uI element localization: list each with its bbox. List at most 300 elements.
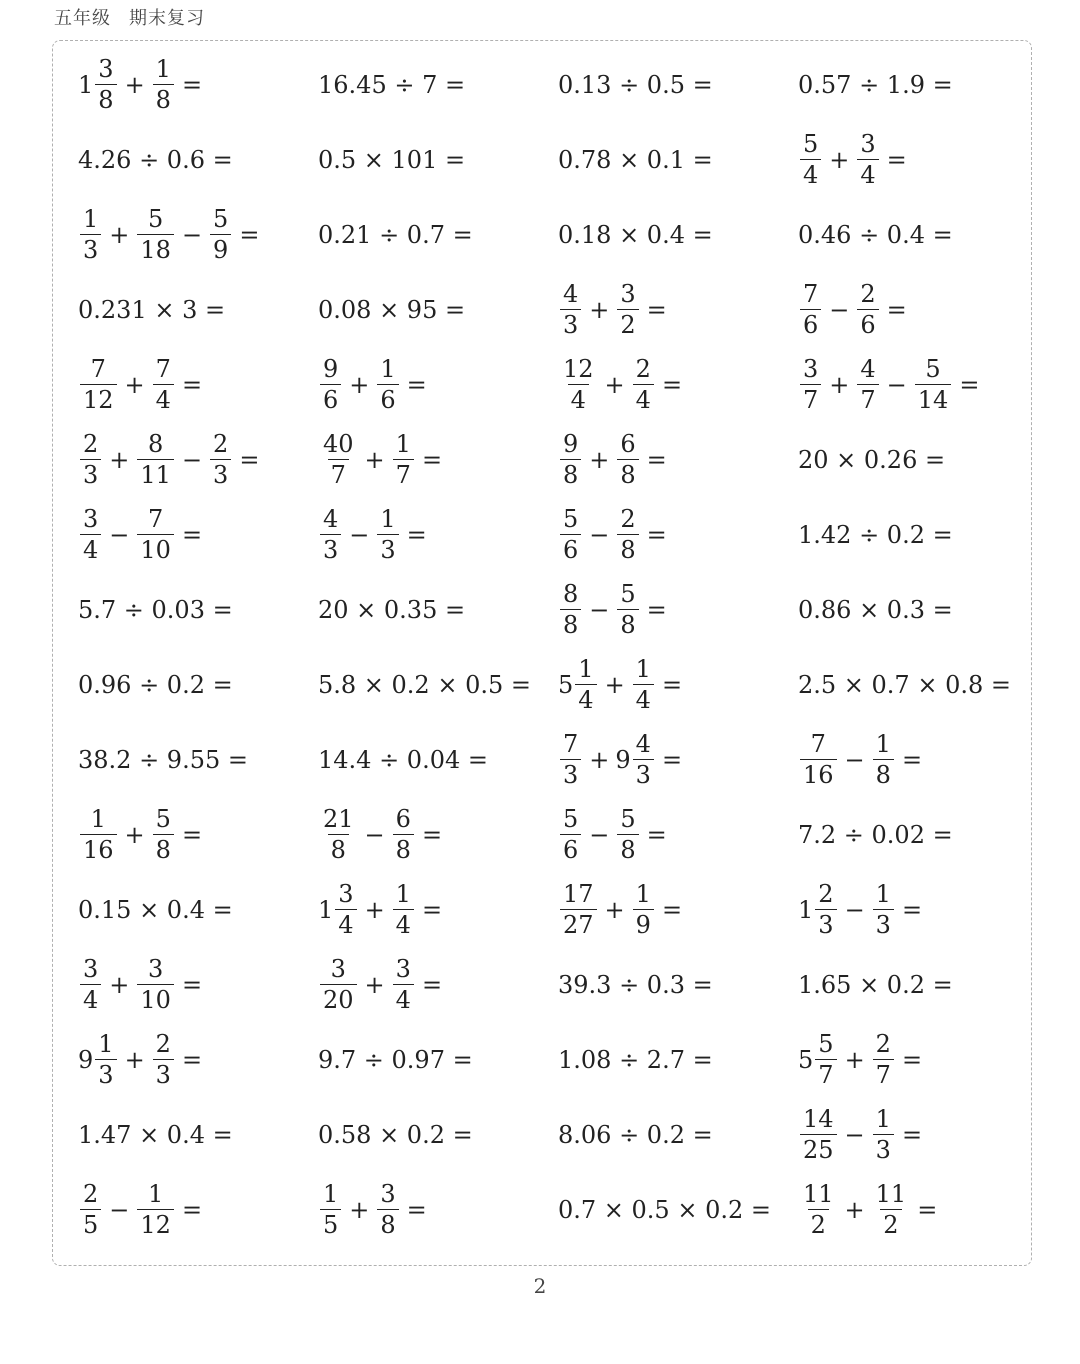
denominator: 3 [80, 234, 101, 262]
fraction [95, 1032, 116, 1087]
problem [78, 957, 318, 1012]
operator: − [589, 595, 610, 624]
denominator: 20 [320, 984, 357, 1012]
problem [558, 221, 798, 249]
fraction [873, 882, 894, 937]
problem [798, 596, 1038, 624]
fraction [377, 507, 398, 562]
fraction [80, 432, 101, 487]
operator: − [844, 1120, 865, 1149]
denominator: 27 [560, 909, 597, 937]
denominator: 3 [873, 909, 894, 937]
numerator: 7 [155, 355, 171, 383]
fraction [857, 282, 878, 337]
numerator: 3 [860, 130, 876, 158]
problem [798, 71, 1038, 99]
mixed-number [318, 882, 359, 937]
operator: − [181, 220, 203, 249]
problem-row [78, 647, 1038, 722]
denominator: 8 [617, 834, 638, 862]
problem [558, 807, 798, 862]
mixed-number [798, 1032, 839, 1087]
denominator: 25 [800, 1134, 837, 1162]
denominator: 7 [873, 1059, 894, 1087]
fraction [320, 357, 341, 412]
problem [78, 357, 318, 412]
fraction [800, 282, 821, 337]
operator: + [604, 895, 625, 924]
problem [558, 71, 798, 99]
problem [798, 446, 1038, 474]
denominator: 7 [328, 459, 349, 487]
fraction [617, 432, 638, 487]
problem [78, 507, 318, 562]
operator: + [844, 1195, 865, 1224]
denominator: 14 [915, 384, 952, 412]
denominator: 4 [393, 909, 414, 937]
numerator: 7 [563, 730, 579, 758]
numerator: 2 [635, 355, 651, 383]
problem [318, 146, 558, 174]
expression-text: 0.96 ÷ 0.2 = [78, 670, 233, 699]
denominator: 8 [153, 84, 174, 112]
denominator: 7 [800, 384, 821, 412]
problem [558, 282, 798, 337]
numerator: 2 [620, 505, 636, 533]
denominator: 2 [808, 1209, 829, 1237]
denominator: 6 [560, 534, 581, 562]
operator: + [109, 445, 130, 474]
header-title: 期末复习 [129, 8, 205, 29]
expression-text: 0.231 × 3 = [78, 295, 226, 324]
whole-part: 9 [78, 1045, 94, 1074]
fraction [560, 732, 581, 787]
operator: − [364, 820, 385, 849]
problem-row [78, 797, 1038, 872]
fraction [800, 1107, 837, 1162]
fraction [560, 582, 581, 637]
operator: + [604, 670, 625, 699]
denominator: 4 [335, 909, 356, 937]
expression-text: 0.46 ÷ 0.4 = [798, 220, 953, 249]
denominator: 6 [320, 384, 341, 412]
expression-text: 16.45 ÷ 7 = [318, 70, 466, 99]
denominator: 3 [815, 909, 836, 937]
denominator: 3 [95, 1059, 116, 1087]
operator: = [901, 1045, 923, 1074]
expression-text: 7.2 ÷ 0.02 = [798, 820, 953, 849]
numerator: 11 [803, 1180, 834, 1208]
fraction [560, 282, 581, 337]
numerator: 9 [563, 430, 579, 458]
fraction [560, 357, 597, 412]
denominator: 8 [560, 609, 581, 637]
problem [318, 507, 558, 562]
operator: = [901, 745, 923, 774]
numerator: 9 [323, 355, 339, 383]
numerator: 7 [803, 280, 819, 308]
fraction [80, 957, 101, 1012]
operator: + [364, 970, 385, 999]
numerator: 7 [148, 505, 164, 533]
fraction [800, 357, 821, 412]
fraction [320, 1182, 341, 1237]
operator: = [239, 220, 260, 249]
problem [558, 657, 798, 712]
denominator: 8 [617, 459, 638, 487]
numerator: 1 [98, 1030, 114, 1058]
problem [798, 1182, 1038, 1237]
expression-text: 0.86 × 0.3 = [798, 595, 953, 624]
problem [78, 207, 318, 262]
expression-text: 0.78 × 0.1 = [558, 145, 713, 174]
problem [798, 671, 1038, 699]
operator: + [364, 445, 385, 474]
fraction [800, 132, 821, 187]
numerator: 1 [875, 730, 891, 758]
fraction [377, 357, 398, 412]
whole-part: 5 [798, 1045, 814, 1074]
problem [798, 1107, 1038, 1162]
numerator: 2 [155, 1030, 171, 1058]
numerator: 5 [148, 205, 164, 233]
fraction [633, 882, 654, 937]
denominator: 3 [560, 759, 581, 787]
denominator: 3 [210, 459, 231, 487]
problem [558, 1121, 798, 1149]
fraction [633, 357, 654, 412]
operator: = [917, 1195, 938, 1224]
whole-part: 1 [78, 70, 94, 99]
denominator: 10 [137, 534, 174, 562]
operator: = [646, 820, 667, 849]
problem [798, 282, 1038, 337]
denominator: 3 [633, 759, 654, 787]
mixed-number [615, 732, 656, 787]
numerator: 40 [323, 430, 354, 458]
numerator: 1 [875, 1105, 891, 1133]
denominator: 2 [617, 309, 638, 337]
expression-text: 1.65 × 0.2 = [798, 970, 953, 999]
operator: + [844, 1045, 865, 1074]
fraction [320, 957, 357, 1012]
whole-part: 1 [318, 895, 334, 924]
problem-row [78, 497, 1038, 572]
denominator: 16 [80, 834, 117, 862]
numerator: 1 [155, 55, 171, 83]
operator: = [886, 145, 907, 174]
fraction [393, 432, 414, 487]
expression-text: 0.7 × 0.5 × 0.2 = [558, 1195, 771, 1224]
expression-text: 0.58 × 0.2 = [318, 1120, 473, 1149]
fraction [800, 1182, 837, 1237]
problem [318, 1046, 558, 1074]
numerator: 2 [83, 1180, 99, 1208]
problem-row [78, 722, 1038, 797]
expression-text: 0.5 × 101 = [318, 145, 466, 174]
mixed-number [558, 657, 599, 712]
expression-text: 20 × 0.35 = [318, 595, 466, 624]
numerator: 2 [875, 1030, 891, 1058]
numerator: 1 [578, 655, 594, 683]
numerator: 3 [380, 1180, 396, 1208]
denominator: 8 [560, 459, 581, 487]
problem [798, 132, 1038, 187]
fraction [800, 732, 837, 787]
operator: + [124, 370, 145, 399]
fraction [915, 357, 952, 412]
fraction [560, 432, 581, 487]
numerator: 14 [803, 1105, 834, 1133]
mixed-number [78, 1032, 119, 1087]
operator: = [421, 895, 443, 924]
problem [798, 732, 1038, 787]
operator: = [959, 370, 980, 399]
problem-row [78, 272, 1038, 347]
numerator: 3 [803, 355, 819, 383]
denominator: 5 [320, 1209, 341, 1237]
problem [558, 582, 798, 637]
denominator: 6 [560, 834, 581, 862]
problem [318, 671, 558, 699]
fraction [393, 807, 414, 862]
numerator: 7 [810, 730, 826, 758]
expression-text: 5.8 × 0.2 × 0.5 = [318, 670, 531, 699]
problem [78, 671, 318, 699]
problem-row [78, 572, 1038, 647]
numerator: 17 [563, 880, 594, 908]
numerator: 2 [818, 880, 834, 908]
numerator: 21 [323, 805, 354, 833]
numerator: 4 [323, 505, 339, 533]
numerator: 1 [635, 880, 651, 908]
operator: = [886, 295, 907, 324]
problem [78, 57, 318, 112]
numerator: 5 [563, 805, 579, 833]
numerator: 3 [330, 955, 346, 983]
expression-text: 0.57 ÷ 1.9 = [798, 70, 953, 99]
numerator: 6 [395, 805, 411, 833]
numerator: 5 [155, 805, 171, 833]
denominator: 4 [633, 384, 654, 412]
problem [318, 296, 558, 324]
numerator: 11 [875, 1180, 907, 1208]
denominator: 8 [617, 609, 638, 637]
numerator: 3 [148, 955, 164, 983]
problem [78, 1121, 318, 1149]
whole-part: 1 [798, 895, 814, 924]
expression-text: 5.7 ÷ 0.03 = [78, 595, 233, 624]
fraction [815, 882, 836, 937]
operator: − [886, 370, 907, 399]
fraction [617, 807, 638, 862]
numerator: 2 [860, 280, 876, 308]
expression-text: 2.5 × 0.7 × 0.8 = [798, 670, 1011, 699]
fraction [617, 582, 638, 637]
denominator: 4 [800, 159, 821, 187]
problem [318, 746, 558, 774]
operator: − [181, 445, 203, 474]
operator: − [109, 520, 130, 549]
denominator: 8 [95, 84, 116, 112]
numerator: 5 [818, 1030, 834, 1058]
denominator: 12 [80, 384, 117, 412]
denominator: 8 [153, 834, 174, 862]
numerator: 12 [563, 355, 594, 383]
denominator: 3 [560, 309, 581, 337]
operator: + [589, 745, 610, 774]
numerator: 3 [98, 55, 114, 83]
expression-text: 4.26 ÷ 0.6 = [78, 145, 233, 174]
grade-label: 五年级 [54, 8, 111, 29]
problem [78, 1182, 318, 1237]
fraction [80, 807, 117, 862]
denominator: 16 [800, 759, 837, 787]
operator: − [589, 520, 610, 549]
problem [318, 882, 558, 937]
numerator: 1 [90, 805, 106, 833]
problem [798, 221, 1038, 249]
expression-text: 1.47 × 0.4 = [78, 1120, 233, 1149]
expression-text: 38.2 ÷ 9.55 = [78, 745, 248, 774]
expression-text: 9.7 ÷ 0.97 = [318, 1045, 473, 1074]
expression-text: 0.21 ÷ 0.7 = [318, 220, 473, 249]
numerator: 5 [925, 355, 941, 383]
denominator: 4 [80, 534, 101, 562]
denominator: 10 [137, 984, 174, 1012]
numerator: 4 [563, 280, 579, 308]
operator: = [421, 445, 443, 474]
fraction [377, 1182, 398, 1237]
numerator: 4 [635, 730, 651, 758]
problem [318, 357, 558, 412]
fraction [153, 357, 174, 412]
denominator: 4 [153, 384, 174, 412]
fraction [80, 357, 117, 412]
problem [798, 882, 1038, 937]
denominator: 7 [815, 1059, 836, 1087]
numerator: 4 [860, 355, 876, 383]
operator: = [239, 445, 260, 474]
denominator: 9 [210, 234, 231, 262]
fraction [80, 1182, 101, 1237]
problem [558, 732, 798, 787]
problem-row [78, 197, 1038, 272]
operator: = [181, 520, 203, 549]
fraction [320, 507, 341, 562]
operator: = [646, 595, 667, 624]
fraction [137, 432, 174, 487]
problem [78, 807, 318, 862]
problem [318, 1121, 558, 1149]
operator: − [829, 295, 850, 324]
problem [558, 882, 798, 937]
expression-text: 1.08 ÷ 2.7 = [558, 1045, 713, 1074]
problem [798, 357, 1038, 412]
problem [78, 746, 318, 774]
fraction [137, 507, 174, 562]
denominator: 4 [80, 984, 101, 1012]
operator: = [661, 745, 683, 774]
denominator: 8 [328, 834, 349, 862]
expression-text: 14.4 ÷ 0.04 = [318, 745, 488, 774]
problem-row [78, 1097, 1038, 1172]
fraction [575, 657, 596, 712]
expression-text: 39.3 ÷ 0.3 = [558, 970, 713, 999]
problem [798, 1032, 1038, 1087]
numerator: 1 [395, 430, 411, 458]
problem-row [78, 872, 1038, 947]
problem [798, 971, 1038, 999]
fraction [393, 957, 414, 1012]
problem-row [78, 47, 1038, 122]
operator: = [406, 370, 427, 399]
expression-text: 8.06 ÷ 0.2 = [558, 1120, 713, 1149]
whole-part: 5 [558, 670, 574, 699]
operator: + [109, 970, 130, 999]
denominator: 4 [575, 684, 596, 712]
operator: = [661, 670, 683, 699]
operator: = [421, 970, 443, 999]
problem [318, 957, 558, 1012]
operator: − [109, 1195, 130, 1224]
denominator: 6 [857, 309, 878, 337]
mixed-number [78, 57, 119, 112]
operator: + [604, 370, 625, 399]
fraction [210, 207, 231, 262]
operator: + [109, 220, 130, 249]
problem [78, 1032, 318, 1087]
problem [558, 357, 798, 412]
operator: + [349, 370, 370, 399]
operator: = [901, 895, 923, 924]
problem [798, 521, 1038, 549]
expression-text: 0.13 ÷ 0.5 = [558, 70, 713, 99]
denominator: 8 [617, 534, 638, 562]
expression-text: 0.08 × 95 = [318, 295, 466, 324]
problem [318, 1182, 558, 1237]
operator: + [124, 70, 145, 99]
problem [558, 1046, 798, 1074]
operator: = [181, 1195, 203, 1224]
fraction [857, 357, 878, 412]
denominator: 3 [80, 459, 101, 487]
numerator: 3 [338, 880, 354, 908]
numerator: 1 [875, 880, 891, 908]
operator: = [181, 370, 203, 399]
fraction [873, 732, 894, 787]
operator: − [589, 820, 610, 849]
operator: = [181, 820, 203, 849]
numerator: 5 [213, 205, 229, 233]
fraction [560, 807, 581, 862]
fraction [320, 807, 357, 862]
operator: = [901, 1120, 923, 1149]
denominator: 6 [377, 384, 398, 412]
problem [318, 596, 558, 624]
problem [318, 432, 558, 487]
fraction [560, 882, 597, 937]
problem [558, 1196, 798, 1224]
fraction [815, 1032, 836, 1087]
denominator: 8 [393, 834, 414, 862]
numerator: 1 [83, 205, 99, 233]
problem [798, 821, 1038, 849]
numerator: 5 [803, 130, 819, 158]
problem [558, 971, 798, 999]
denominator: 4 [568, 384, 589, 412]
fraction [80, 507, 101, 562]
